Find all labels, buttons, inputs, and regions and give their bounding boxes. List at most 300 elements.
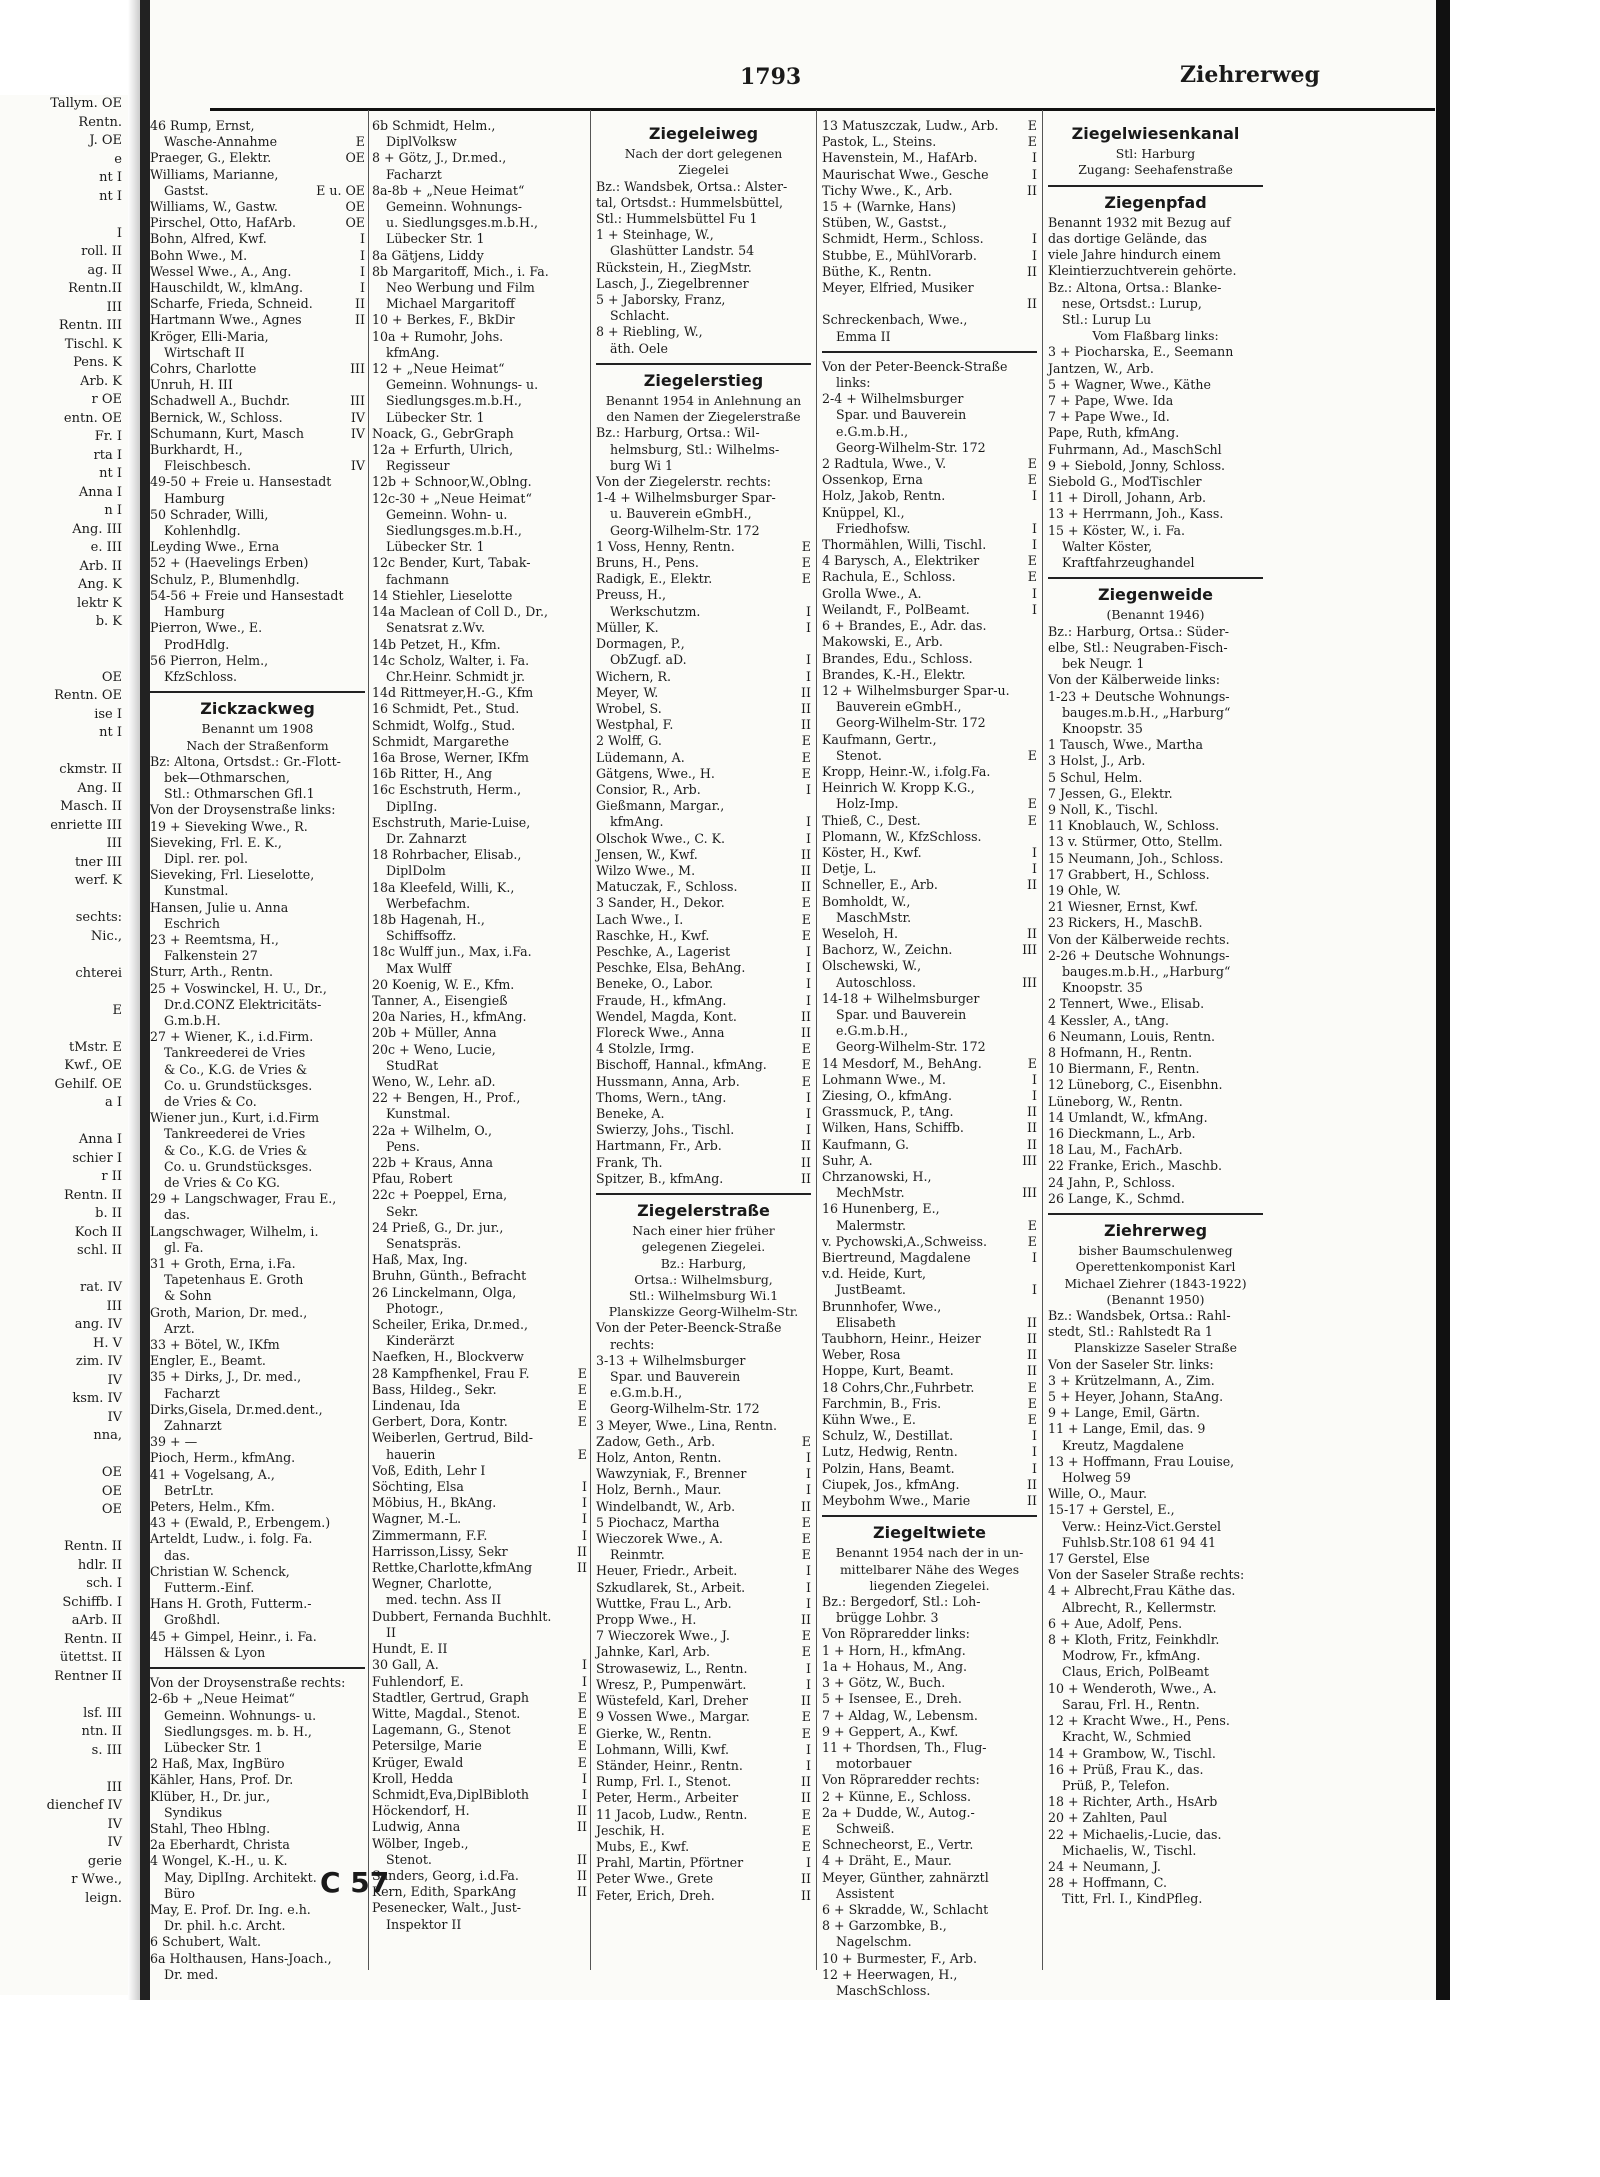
entry-text: 22 Franke, Erich., Maschb. xyxy=(1048,1158,1223,1174)
resident-entry xyxy=(1048,1389,1263,1405)
entry-text: Glashütter Landstr. 54 xyxy=(610,243,755,259)
entry-text: 21 Wiesner, Ernst, Kwf. xyxy=(1048,899,1199,915)
resident-entry xyxy=(822,748,1037,764)
entry-text: Co. u. Grundstücksges. xyxy=(164,1158,313,1174)
resident-entry xyxy=(372,1836,587,1852)
strip-line: Fr. I xyxy=(94,429,122,444)
floor-code: E xyxy=(577,1381,587,1397)
resident-entry xyxy=(596,458,811,474)
floor-code: II xyxy=(577,1867,587,1883)
resident-entry xyxy=(596,1758,811,1774)
entry-text: Sarau, Frl. H., Rentn. xyxy=(1062,1696,1200,1712)
entry-text: 12c-30 + „Neue Heimat“ xyxy=(372,490,532,506)
entry-text: Holz, Anton, Rentn. xyxy=(596,1450,722,1466)
resident-entry xyxy=(822,1396,1037,1412)
entry-text: 1-23 + Deutsche Wohnungs- xyxy=(1048,688,1230,704)
resident-entry xyxy=(372,150,587,166)
entry-text: Westphal, F. xyxy=(596,717,674,733)
strip-line: ütettst. II xyxy=(59,1650,122,1665)
floor-code: II xyxy=(801,1170,811,1186)
resident-entry xyxy=(372,1511,587,1527)
resident-entry xyxy=(822,1428,1037,1444)
strip-line: e xyxy=(114,151,122,167)
entry-text: Pierron, Wwe., E. xyxy=(150,620,263,636)
entry-text: 12 + „Neue Heimat“ xyxy=(372,361,505,377)
resident-entry xyxy=(150,1045,365,1061)
entry-text: Scheiler, Erika, Dr.med., xyxy=(372,1317,528,1333)
street-heading: Ziegeltwiete xyxy=(873,1523,986,1543)
resident-entry xyxy=(372,393,587,409)
floor-code: E xyxy=(1027,118,1037,133)
entry-text: 4 Stolzle, Irmg. xyxy=(596,1041,695,1057)
resident-entry xyxy=(150,345,365,361)
entry-text: Wiener jun., Kurt, i.d.Firm xyxy=(150,1110,320,1126)
resident-entry xyxy=(1048,1486,1263,1502)
entry-text: Stenot. xyxy=(836,747,882,763)
entry-text: BetrLtr. xyxy=(164,1482,214,1498)
resident-entry xyxy=(372,1187,587,1203)
resident-entry xyxy=(150,932,365,948)
resident-entry xyxy=(1048,1438,1263,1454)
floor-code: E xyxy=(801,1644,811,1660)
entry-text: Chr.Heinr. Schmidt jr. xyxy=(386,668,526,684)
floor-code: II xyxy=(801,846,811,862)
resident-entry xyxy=(372,1479,587,1495)
entry-text: Köster, H., Kwf. xyxy=(822,844,922,860)
entry-text: Thieß, C., Dest. xyxy=(822,812,921,828)
floor-code: E xyxy=(801,1725,811,1741)
resident-entry xyxy=(596,195,811,211)
entry-text: ObZugf. aD. xyxy=(610,652,687,668)
strip-line: r II xyxy=(101,1169,122,1184)
entry-text: 12 + Heerwagen, H., xyxy=(822,1966,958,1982)
resident-entry xyxy=(372,1382,587,1398)
floor-code: E xyxy=(577,1705,587,1721)
resident-entry xyxy=(372,1738,587,1754)
entry-text: Schreckenbach, Wwe., xyxy=(822,312,968,328)
resident-entry xyxy=(1048,948,1263,964)
entry-text: Praeger, G., Elektr. xyxy=(150,150,272,166)
resident-entry xyxy=(150,786,365,802)
strip-line: IV xyxy=(107,1372,122,1388)
entry-text: Walter Köster, xyxy=(1062,538,1153,554)
resident-entry xyxy=(822,134,1037,150)
entry-text: v.d. Heide, Kurt, xyxy=(822,1266,927,1282)
strip-line: s. III xyxy=(91,1742,122,1758)
strip-line: nna, xyxy=(93,1428,122,1443)
entry-text: Beneke, A. xyxy=(596,1105,665,1121)
strip-line: Koch II xyxy=(74,1224,122,1240)
entry-text: Lasch, J., Ziegelbrenner xyxy=(596,275,749,291)
resident-entry xyxy=(1048,1324,1263,1340)
directory-page xyxy=(150,0,1442,2000)
resident-entry xyxy=(822,1266,1037,1282)
floor-code: I xyxy=(1032,1071,1037,1087)
entry-text: Georg-Wilhelm-Str. 172 xyxy=(836,715,986,731)
resident-entry xyxy=(372,491,587,507)
resident-entry xyxy=(150,199,365,215)
entry-text: Brunnhofer, Wwe., xyxy=(822,1298,942,1314)
floor-code: I xyxy=(806,603,811,619)
entry-text: motorbauer xyxy=(836,1756,912,1772)
resident-entry xyxy=(596,276,811,292)
resident-entry xyxy=(1048,721,1263,737)
resident-entry xyxy=(1048,1762,1263,1778)
strip-line: Rentn. II xyxy=(64,1539,122,1554)
street-note: Benannt 1954 nach der in un- xyxy=(835,1545,1024,1561)
entry-text: Hamburg xyxy=(164,604,225,620)
resident-entry xyxy=(596,1090,811,1106)
resident-entry xyxy=(150,1934,365,1950)
resident-entry xyxy=(150,883,365,899)
resident-entry xyxy=(822,1250,1037,1266)
resident-entry xyxy=(822,715,1037,731)
entry-text: 2-26 + Deutsche Wohnungs- xyxy=(1048,947,1230,963)
resident-entry xyxy=(822,1347,1037,1363)
entry-text: Reinmtr. xyxy=(610,1547,665,1563)
resident-entry xyxy=(372,1900,587,1916)
entry-text: Lübecker Str. 1 xyxy=(386,539,485,555)
resident-entry xyxy=(150,1175,365,1191)
entry-text: Holz-Imp. xyxy=(836,796,899,812)
floor-code: E xyxy=(1027,1379,1037,1395)
entry-text: Schadwell A., Buchdr. xyxy=(150,393,290,409)
resident-entry xyxy=(596,425,811,441)
entry-text: e.G.m.b.H., xyxy=(610,1385,683,1401)
entry-text: Georg-Wilhelm-Str. 172 xyxy=(610,1401,760,1417)
entry-text: Bischoff, Hannal., kfmAng. xyxy=(596,1057,767,1073)
resident-entry xyxy=(596,260,811,276)
floor-code: I xyxy=(1032,150,1037,166)
entry-text: Holz, Jakob, Rentn. xyxy=(822,488,946,504)
entry-text: 7 + Aldag, W., Lebensm. xyxy=(822,1707,978,1723)
strip-line: e. III xyxy=(90,540,122,555)
entry-text: Schmidt, Herm., Schloss. xyxy=(822,231,984,247)
resident-entry xyxy=(596,474,811,490)
strip-line: Nic., xyxy=(90,928,122,944)
entry-text: Von der Saseler Straße rechts: xyxy=(1048,1567,1245,1583)
resident-entry xyxy=(822,312,1037,328)
entry-text: Polzin, Hans, Beamt. xyxy=(822,1460,955,1476)
resident-entry xyxy=(822,553,1037,569)
entry-text: 8 + Garzombke, B., xyxy=(822,1918,947,1934)
resident-entry xyxy=(372,863,587,879)
resident-entry xyxy=(372,1463,587,1479)
entry-text: Bruhn, Günth., Befracht xyxy=(372,1268,527,1284)
floor-code: II xyxy=(1027,877,1037,893)
resident-entry xyxy=(822,1934,1037,1950)
resident-entry xyxy=(1048,1519,1263,1535)
resident-entry xyxy=(372,1674,587,1690)
resident-entry xyxy=(1048,624,1263,640)
column-divider xyxy=(816,110,817,1970)
resident-entry xyxy=(1048,458,1263,474)
resident-entry xyxy=(1048,1357,1263,1373)
entry-text: 13 + Herrmann, Joh., Kass. xyxy=(1048,506,1224,522)
entry-text: Peschke, A., Lagerist xyxy=(596,943,731,959)
entry-text: burg Wi 1 xyxy=(610,457,674,473)
floor-code: E xyxy=(801,911,811,927)
resident-entry xyxy=(822,1315,1037,1331)
resident-entry xyxy=(1048,770,1263,786)
entry-text: Beneke, O., Labor. xyxy=(596,976,714,992)
floor-code: E xyxy=(801,1547,811,1563)
entry-text: Wuttke, Frau L., Arb. xyxy=(596,1595,732,1611)
entry-text: 6 + Aue, Adolf, Pens. xyxy=(1048,1615,1183,1631)
resident-entry xyxy=(1048,932,1263,948)
column-1 xyxy=(150,118,365,1982)
floor-code: I xyxy=(806,943,811,959)
entry-text: Fuhlendorf, E. xyxy=(372,1673,464,1689)
resident-entry xyxy=(1048,312,1263,328)
resident-entry xyxy=(1048,980,1263,996)
resident-entry xyxy=(150,1691,365,1707)
resident-entry xyxy=(822,424,1037,440)
entry-text: Michaelis, W., Tischl. xyxy=(1062,1842,1197,1858)
entry-text: Kropp, Heinr.-W., i.folg.Fa. xyxy=(822,763,991,779)
entry-text: Christian W. Schenck, xyxy=(150,1563,290,1579)
entry-text: Claus, Erich, PolBeamt xyxy=(1062,1664,1209,1680)
resident-entry xyxy=(372,847,587,863)
resident-entry xyxy=(596,798,811,814)
entry-text: Wölber, Ingeb., xyxy=(372,1835,469,1851)
floor-code: II xyxy=(801,879,811,895)
resident-entry xyxy=(822,1088,1037,1104)
floor-code: E xyxy=(801,733,811,749)
resident-entry xyxy=(1048,1648,1263,1664)
entry-text: Arzt. xyxy=(164,1320,195,1336)
resident-entry xyxy=(150,770,365,786)
strip-line xyxy=(0,1446,128,1465)
resident-entry xyxy=(596,308,811,324)
resident-entry xyxy=(150,231,365,247)
column-2 xyxy=(372,118,587,1978)
entry-text: 14b Petzet, H., Kfm. xyxy=(372,636,501,652)
resident-entry xyxy=(150,1029,365,1045)
resident-entry xyxy=(372,1722,587,1738)
entry-text: Facharzt xyxy=(386,166,442,182)
resident-entry xyxy=(372,718,587,734)
resident-entry xyxy=(150,572,365,588)
resident-entry xyxy=(822,150,1037,166)
resident-entry xyxy=(372,231,587,247)
resident-entry xyxy=(596,1401,811,1417)
floor-code: I xyxy=(806,960,811,976)
resident-entry xyxy=(596,1661,811,1677)
resident-entry xyxy=(150,1772,365,1788)
resident-entry xyxy=(372,523,587,539)
entry-text: 14 Stiehler, Lieselotte xyxy=(372,587,513,603)
strip-line xyxy=(0,743,128,762)
resident-entry xyxy=(822,1185,1037,1201)
resident-entry xyxy=(372,1544,587,1560)
resident-entry xyxy=(1048,899,1263,915)
resident-entry xyxy=(1048,1013,1263,1029)
resident-entry xyxy=(150,442,365,458)
entry-text: 19 Ohle, W. xyxy=(1048,882,1121,898)
floor-code: I xyxy=(806,1741,811,1757)
previous-page-strip xyxy=(0,95,128,1995)
resident-entry xyxy=(596,211,811,227)
resident-entry xyxy=(372,539,587,555)
entry-text: & Co., K.G. de Vries & xyxy=(164,1142,308,1158)
entry-text: Facharzt xyxy=(164,1385,220,1401)
entry-text: Kunstmal. xyxy=(164,883,229,899)
resident-entry xyxy=(1048,506,1263,522)
strip-line: ntn. II xyxy=(81,1724,122,1739)
entry-text: 1a + Hohaus, M., Ang. xyxy=(822,1658,968,1674)
resident-entry xyxy=(822,1234,1037,1250)
resident-entry xyxy=(596,587,811,603)
strip-line: a I xyxy=(104,1095,122,1110)
entry-text: Assistent xyxy=(836,1885,895,1901)
column-divider xyxy=(590,110,591,1970)
floor-code: E xyxy=(577,1738,587,1754)
entry-text: Co. u. Grundstücksges. xyxy=(164,1077,313,1093)
strip-line: III xyxy=(106,299,122,315)
entry-text: Williams, W., Gastw. xyxy=(150,199,278,215)
resident-entry xyxy=(150,964,365,980)
resident-entry xyxy=(596,620,811,636)
resident-entry xyxy=(596,960,811,976)
running-head: Ziehrerweg xyxy=(1180,62,1320,88)
entry-text: Meyer, Elfried, Musiker xyxy=(822,280,974,296)
entry-text: Pens. xyxy=(386,1138,420,1154)
resident-entry xyxy=(1048,1502,1263,1518)
entry-text: 18 Lau, M., FachArb. xyxy=(1048,1142,1183,1158)
entry-text: 7 Wieczorek Wwe., J. xyxy=(596,1628,730,1644)
resident-entry xyxy=(822,1756,1037,1772)
resident-entry xyxy=(822,1299,1037,1315)
entry-text: 9 + Siebold, Jonny, Schloss. xyxy=(1048,457,1226,473)
floor-code: II xyxy=(1027,296,1037,312)
strip-line xyxy=(0,1760,128,1779)
street-note: gelegenen Ziegelei. xyxy=(641,1239,766,1255)
entry-text: 12c Bender, Kurt, Tabak- xyxy=(372,555,531,571)
entry-text: Verw.: Heinz-Vict.Gerstel xyxy=(1062,1518,1222,1534)
entry-text: Georg-Wilhelm-Str. 172 xyxy=(610,522,760,538)
entry-text: Kleintierzuchtverein gehörte. xyxy=(1048,263,1237,279)
resident-entry xyxy=(822,683,1037,699)
entry-text: Lohmann, Willi, Kwf. xyxy=(596,1741,729,1757)
resident-entry xyxy=(372,572,587,588)
entry-text: e.G.m.b.H., xyxy=(836,1023,909,1039)
entry-text: Senatspräs. xyxy=(386,1236,462,1252)
resident-entry xyxy=(822,521,1037,537)
floor-code: II xyxy=(355,296,365,312)
entry-text: Bachorz, W., Zeichn. xyxy=(822,942,953,958)
resident-entry xyxy=(596,1774,811,1790)
entry-text: Schulz, P., Blumenhdlg. xyxy=(150,571,300,587)
floor-code: E xyxy=(801,927,811,943)
strip-line: ise I xyxy=(94,706,122,722)
resident-entry xyxy=(150,653,365,669)
resident-entry xyxy=(822,215,1037,231)
floor-code: III xyxy=(1022,942,1037,958)
strip-line: OE xyxy=(101,669,122,685)
resident-entry xyxy=(1048,818,1263,834)
entry-text: 50 Schrader, Willi, xyxy=(150,506,269,522)
entry-text: Pastok, L., Steins. xyxy=(822,134,937,150)
entry-text: Von der Peter-Beenck-Straße xyxy=(596,1320,782,1336)
entry-text: 24 + Neumann, J. xyxy=(1048,1858,1161,1874)
resident-entry xyxy=(372,1430,587,1446)
floor-code: II xyxy=(801,1154,811,1170)
entry-text: Schumann, Kurt, Masch xyxy=(150,425,304,441)
resident-entry xyxy=(822,910,1037,926)
entry-text: KfzSchloss. xyxy=(164,668,238,684)
floor-code: I xyxy=(806,1122,811,1138)
resident-entry xyxy=(596,1888,811,1904)
entry-text: Stl.: Hummelsbüttel Fu 1 xyxy=(596,211,758,227)
resident-entry xyxy=(1048,1810,1263,1826)
floor-code: II xyxy=(355,312,365,328)
entry-text: Weilandt, F., PolBeamt. xyxy=(822,601,970,617)
entry-text: Von der Saseler Str. links: xyxy=(1048,1356,1214,1372)
floor-code: II xyxy=(801,1693,811,1709)
entry-text: Radigk, E., Elektr. xyxy=(596,571,713,587)
floor-code: E xyxy=(1027,812,1037,828)
resident-entry xyxy=(150,819,365,835)
floor-code: III xyxy=(1022,1152,1037,1168)
resident-entry xyxy=(1048,1110,1263,1126)
resident-entry xyxy=(150,1094,365,1110)
floor-code: I xyxy=(806,976,811,992)
entry-text: elbe, Stl.: Neugraben-Fisch- xyxy=(1048,639,1228,655)
resident-entry xyxy=(150,900,365,916)
resident-entry xyxy=(596,1466,811,1482)
floor-code: I xyxy=(806,1466,811,1482)
resident-entry xyxy=(822,861,1037,877)
resident-entry xyxy=(372,685,587,701)
resident-entry xyxy=(372,1171,587,1187)
entry-text: Bz.: Wandsbek, Ortsa.: Alster- xyxy=(596,178,788,194)
resident-entry xyxy=(372,1155,587,1171)
resident-entry xyxy=(150,1126,365,1142)
resident-entry xyxy=(1048,915,1263,931)
entry-text: Havenstein, M., HafArb. xyxy=(822,150,978,166)
resident-entry xyxy=(372,345,587,361)
entry-text: 29 + Langschwager, Frau E., xyxy=(150,1191,337,1207)
resident-entry xyxy=(822,1120,1037,1136)
entry-text: Hartmann, Fr., Arb. xyxy=(596,1138,722,1154)
entry-text: Michael Margaritoff xyxy=(386,296,515,312)
resident-entry xyxy=(1048,344,1263,360)
entry-text: 4 + Albrecht,Frau Käthe das. xyxy=(1048,1583,1236,1599)
entry-text: Lübecker Str. 1 xyxy=(386,409,485,425)
entry-text: Chrzanowski, H., xyxy=(822,1169,932,1184)
entry-text: Naefken, H., Blockverw xyxy=(372,1349,524,1365)
resident-entry xyxy=(372,766,587,782)
entry-text: 11 Jacob, Ludw., Rentn. xyxy=(596,1806,748,1822)
resident-entry xyxy=(150,1805,365,1821)
floor-code: IV xyxy=(350,425,365,441)
resident-entry xyxy=(822,1072,1037,1088)
resident-entry xyxy=(596,782,811,798)
resident-entry xyxy=(822,1137,1037,1153)
entry-text: Sieveking, Frl. E. K., xyxy=(150,834,282,850)
resident-entry xyxy=(596,506,811,522)
resident-entry xyxy=(150,393,365,409)
resident-entry xyxy=(372,458,587,474)
resident-entry xyxy=(822,1821,1037,1837)
resident-entry xyxy=(372,912,587,928)
entry-text: gl. Fa. xyxy=(164,1239,204,1255)
entry-text: Lübecker Str. 1 xyxy=(164,1739,263,1755)
resident-entry xyxy=(372,588,587,604)
entry-text: Matuczak, F., Schloss. xyxy=(596,879,738,895)
entry-text: Swierzy, Johs., Tischl. xyxy=(596,1122,735,1138)
